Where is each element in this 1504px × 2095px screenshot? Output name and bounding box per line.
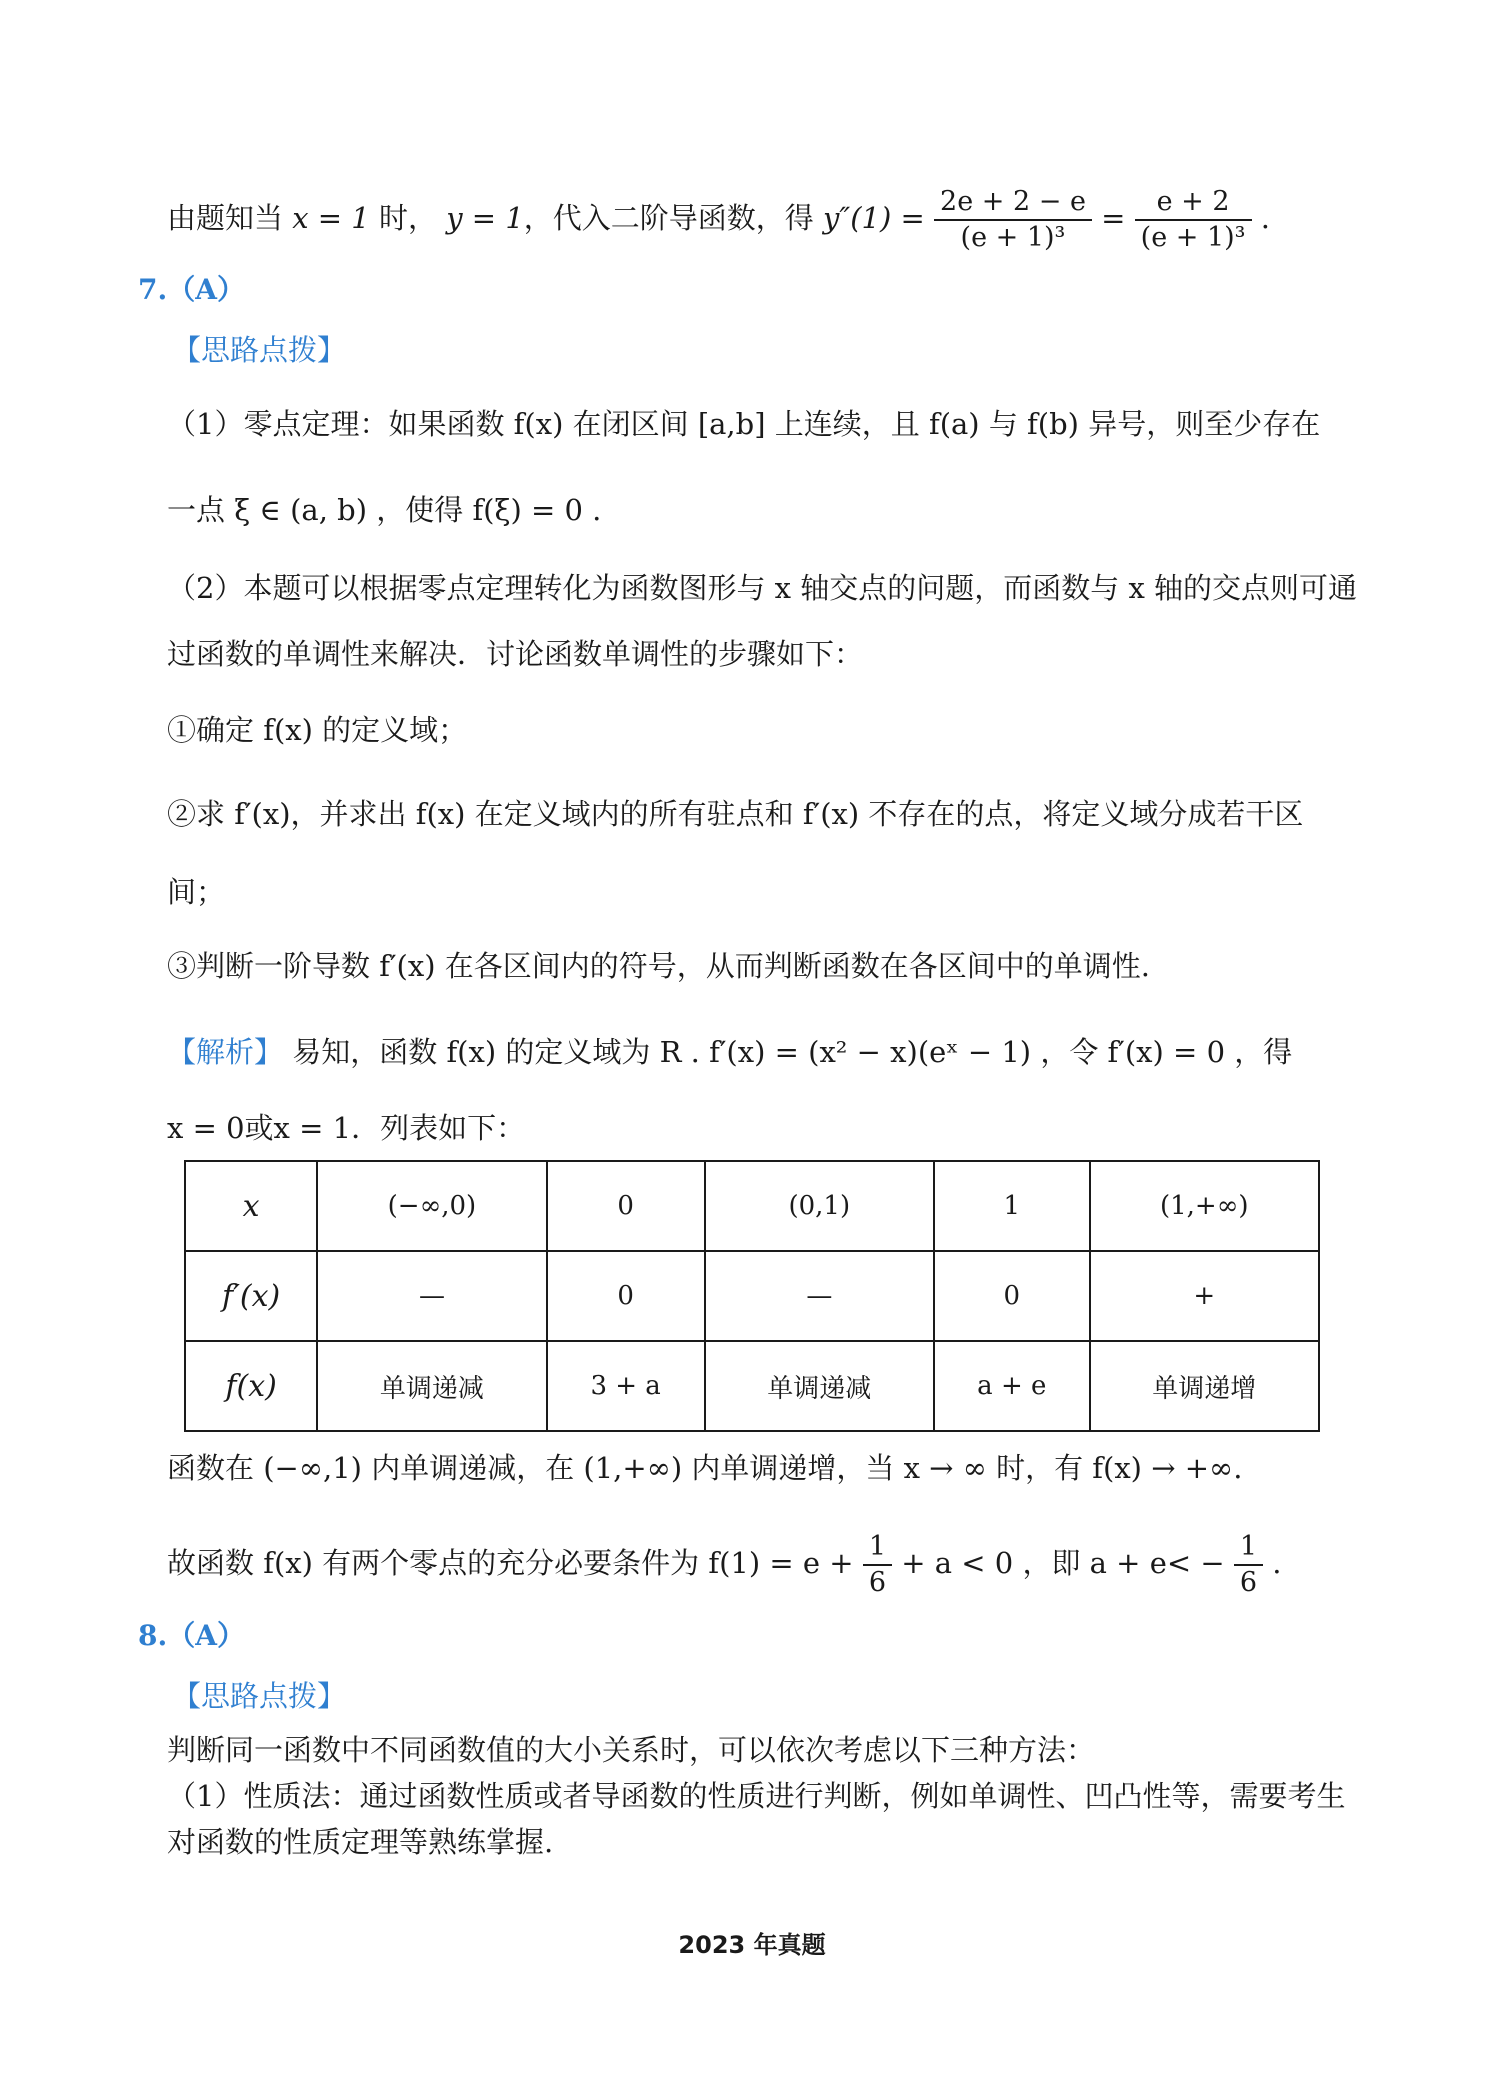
page-footer: 2023 年真题 xyxy=(678,1931,826,1959)
q8-hint-label: 【思路点拨】 xyxy=(172,1679,347,1713)
q7-p1-line1: （1）零点定理：如果函数 f(x) 在闭区间 [a,b] 上连续，且 f(a) 与 f(b) 异号，则至少存在 xyxy=(167,407,1321,441)
table-header-cell: x xyxy=(185,1161,317,1251)
table-cell: 0 xyxy=(934,1251,1089,1341)
q7-conclusion1: 函数在 (−∞,1) 内单调递减，在 (1,+∞) 内单调递增，当 x → ∞ 时，有 f(x) → +∞. xyxy=(167,1451,1243,1485)
c2-fraction-1 xyxy=(863,1530,892,1600)
q7-step3: ③判断一阶导数 f′(x) 在各区间内的符号，从而判断函数在各区间中的单调性. xyxy=(167,949,1150,983)
q7-conclusion2-a: 故函数 f(x) 有两个零点的充分必要条件为 f(1) = e + xyxy=(167,1546,863,1580)
table-row xyxy=(185,1341,1319,1431)
table-header-cell: f(x) xyxy=(185,1341,317,1431)
intro-text-b: 时， xyxy=(369,201,447,235)
frac1-denominator: (e + 1)³ xyxy=(960,222,1066,253)
table-cell: + xyxy=(1090,1251,1319,1341)
sign-table xyxy=(184,1160,1320,1432)
frac1-numerator: 2e + 2 − e xyxy=(934,185,1092,221)
table-cell: 3 + a xyxy=(547,1341,705,1431)
intro-line xyxy=(167,185,1270,255)
c2-frac2-denominator: 6 xyxy=(1239,1567,1258,1598)
q7-conclusion2-c: . xyxy=(1263,1546,1282,1580)
q8-line1: 判断同一函数中不同函数值的大小关系时，可以依次考虑以下三种方法： xyxy=(167,1733,1096,1767)
q7-analysis-text: 易知，函数 f(x) 的定义域为 R . f′(x) = (x² − x)(eˣ − 1) ，令 f′(x) = 0 ，得 xyxy=(283,1035,1293,1069)
intro-y-value: y = 1 xyxy=(446,201,524,235)
q7-analysis-line1 xyxy=(167,1032,1292,1072)
q7-step2-line1: ②求 f′(x)，并求出 f(x) 在定义域内的所有驻点和 f′(x) 不存在的点，将定义域分成若干区 xyxy=(167,797,1304,831)
table-row xyxy=(185,1251,1319,1341)
table-cell: 单调递减 xyxy=(317,1341,546,1431)
table-cell: a + e xyxy=(934,1341,1089,1431)
table-cell: (1,+∞) xyxy=(1090,1161,1319,1251)
table-cell: 单调递减 xyxy=(705,1341,934,1431)
q7-conclusion2-b: + a < 0 ，即 a + e< − xyxy=(892,1546,1234,1580)
q7-number: 7.（A） xyxy=(138,273,245,306)
c2-frac2-numerator: 1 xyxy=(1234,1530,1263,1566)
q7-step1: ①确定 f(x) 的定义域； xyxy=(167,713,468,747)
q7-hint-label: 【思路点拨】 xyxy=(172,333,347,367)
q7-conclusion2 xyxy=(167,1530,1282,1600)
intro-end: . xyxy=(1251,201,1270,235)
q8-line3: 对函数的性质定理等熟练掌握. xyxy=(167,1825,554,1859)
intro-text-a: 由题知当 xyxy=(167,201,293,235)
table-cell: (0,1) xyxy=(705,1161,934,1251)
intro-text-c: ，代入二阶导函数，得 xyxy=(523,201,823,235)
q7-p1-line2: 一点 ξ ∈ (a, b) ，使得 f(ξ) = 0 . xyxy=(167,493,602,527)
frac2-numerator: e + 2 xyxy=(1135,185,1252,221)
q7-analysis-line2: x = 0或x = 1．列表如下： xyxy=(167,1111,526,1145)
frac2-denominator: (e + 1)³ xyxy=(1140,222,1246,253)
table-cell: 1 xyxy=(934,1161,1089,1251)
table-cell: 0 xyxy=(547,1251,705,1341)
table-cell: — xyxy=(317,1251,546,1341)
table-cell: 单调递增 xyxy=(1090,1341,1319,1431)
table-cell: — xyxy=(705,1251,934,1341)
q8-line2: （1）性质法：通过函数性质或者导函数的性质进行判断，例如单调性、凹凸性等，需要考生 xyxy=(167,1779,1346,1813)
intro-ypp: y″(1) = xyxy=(823,201,935,235)
q7-analysis-label: 【解析】 xyxy=(167,1035,284,1069)
table-header-cell: f′(x) xyxy=(185,1251,317,1341)
intro-x-value: x = 1 xyxy=(292,201,370,235)
c2-frac1-numerator: 1 xyxy=(863,1530,892,1566)
table-cell: 0 xyxy=(547,1161,705,1251)
intro-eq: = xyxy=(1091,201,1135,235)
q7-step2-line2: 间； xyxy=(167,875,226,909)
table-row xyxy=(185,1161,1319,1251)
c2-frac1-denominator: 6 xyxy=(868,1567,887,1598)
c2-fraction-2 xyxy=(1234,1530,1263,1600)
table-cell: (−∞,0) xyxy=(317,1161,546,1251)
intro-fraction-1 xyxy=(934,185,1092,255)
q8-number: 8.（A） xyxy=(138,1619,245,1652)
intro-fraction-2 xyxy=(1135,185,1252,255)
q7-p2-line2: 过函数的单调性来解决．讨论函数单调性的步骤如下： xyxy=(167,637,864,671)
q7-p2-line1: （2）本题可以根据零点定理转化为函数图形与 x 轴交点的问题，而函数与 x 轴的交点则可通 xyxy=(167,571,1358,605)
